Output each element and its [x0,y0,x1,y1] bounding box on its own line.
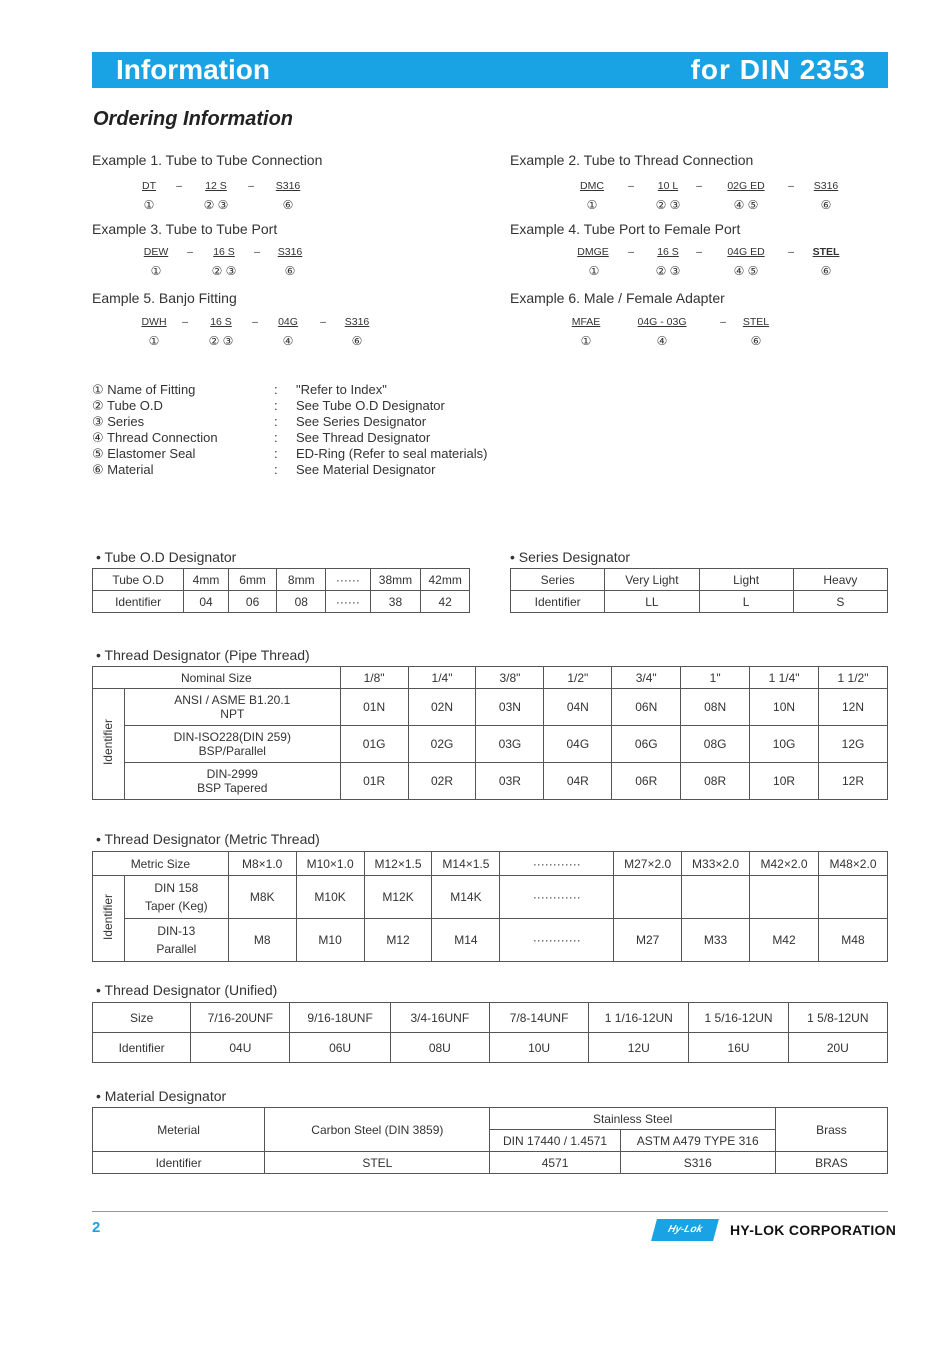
legend-colon: : [274,446,278,461]
example-1-code: 12 S [205,180,227,192]
cell: DIN-13 Parallel [124,919,228,962]
cell: M14 [432,919,500,962]
example-6-code: STEL [742,316,770,328]
example-2-code: – [788,180,794,192]
cell: S316 [620,1152,775,1174]
cell: 1 1/2" [819,667,888,689]
unified-thread-title: • Thread Designator (Unified) [96,982,278,998]
example-6-num: ① [580,334,592,348]
cell: 12N [819,689,888,726]
example-6-code: MFAE [571,316,601,328]
cell: 1" [681,667,750,689]
cell: Identifier [93,1033,191,1063]
example-4-code: DMGE [577,246,609,258]
cell: M8K [228,876,296,919]
cell: 4571 [490,1152,620,1174]
cell [818,876,887,919]
cell: 01R [340,763,408,800]
legend-value: ED-Ring (Refer to seal materials) [296,446,488,461]
cell: M27 [614,919,682,962]
cell: 12R [819,763,888,800]
cell: 02R [408,763,476,800]
legend-value: See Series Designator [296,414,427,429]
example-6-code: – [720,316,726,328]
cell: 9/16-18UNF [290,1003,390,1033]
cell: M10×1.0 [296,852,364,876]
example-2-code: – [696,180,702,192]
cell: 06G [612,726,681,763]
cell: Nominal Size [93,667,341,689]
example-1-num: ① [143,198,155,212]
example-1-code: – [176,180,182,192]
cell: 04R [544,763,612,800]
legend-key: ③ Series [92,414,145,429]
cell: M42×2.0 [750,852,819,876]
legend-key: ① Name of Fitting [92,382,196,397]
cell: 16U [689,1033,788,1063]
example-5-num: ② ③ [208,334,234,348]
example-5-code: 04G [278,316,298,328]
cell: ······ [326,591,371,613]
cell: Heavy [793,569,887,591]
example-3-title: Example 3. Tube to Tube Port [92,221,278,237]
material-table [92,1107,888,1174]
cell: ············ [500,876,614,919]
cell: 04U [191,1033,290,1063]
example-2-code: DMC [580,180,604,192]
identifier-label: Identifier [93,876,125,962]
example-2-num: ① [586,198,598,212]
cell: ······ [326,569,371,591]
cell: ············ [500,852,614,876]
cell: M42 [750,919,819,962]
section-title: Ordering Information [93,108,293,130]
cell: M10 [296,919,364,962]
legend-colon: : [274,414,278,429]
example-2-title: Example 2. Tube to Thread Connection [510,152,754,168]
example-3-code: – [254,246,260,258]
cell: DIN 158 Taper (Keg) [124,876,228,919]
cell: 6mm [228,569,277,591]
cell: 01N [340,689,408,726]
example-2-code: 10 L [657,180,679,192]
pipe-thread-table [92,666,888,800]
cell: 1 5/16-12UN [689,1003,788,1033]
cell: 02G [408,726,476,763]
series-title: • Series Designator [510,549,631,565]
hy-lok-logo: Hy-Lok [651,1219,719,1241]
example-3-num: ① [150,264,162,278]
cell: 12U [589,1033,689,1063]
cell: ············ [500,919,614,962]
example-5-num: ④ [282,334,294,348]
cell: Identifier [511,591,605,613]
pipe-thread-title: • Thread Designator (Pipe Thread) [96,647,310,663]
cell: Brass [775,1108,887,1152]
cell: 42 [421,591,470,613]
series-table [510,568,888,613]
metric-thread-table [92,851,888,962]
legend-colon: : [274,398,278,413]
legend-value: See Tube O.D Designator [296,398,445,413]
cell: 04 [184,591,229,613]
example-2-code: 02G ED [727,180,765,192]
legend-row [92,430,552,446]
cell: Identifier [93,1152,265,1174]
legend-value: See Thread Designator [296,430,431,445]
cell: 10U [489,1033,588,1063]
example-5-title: Eample 5. Banjo Fitting [92,290,237,306]
cell: 08U [390,1033,489,1063]
legend-key: ⑤ Elastomer Seal [92,446,196,461]
example-1-title: Example 1. Tube to Tube Connection [92,152,323,168]
example-1-num: ⑥ [282,198,294,212]
page-number: 2 [92,1219,101,1236]
example-5-code: S316 [344,316,370,328]
example-3-code: – [187,246,193,258]
cell: 3/4-16UNF [390,1003,489,1033]
legend-key: ② Tube O.D [92,398,163,413]
cell: STEL [265,1152,490,1174]
cell: Size [93,1003,191,1033]
example-6-title: Example 6. Male / Female Adapter [510,290,725,306]
cell: M48×2.0 [818,852,887,876]
tube-od-table [92,568,470,613]
cell: 08 [277,591,326,613]
cell: Carbon Steel (DIN 3859) [265,1108,490,1152]
example-4-code: STEL [812,246,840,258]
example-5-code: DWH [141,316,167,328]
example-3-num: ② ③ [211,264,237,278]
cell: 03G [476,726,544,763]
cell: 04G [544,726,612,763]
example-4-code: 04G ED [727,246,765,258]
legend-key: ⑥ Material [92,462,154,477]
example-5-num: ⑥ [351,334,363,348]
cell: Light [699,569,793,591]
cell: Tube O.D [93,569,184,591]
example-1-num: ② ③ [203,198,229,212]
cell: 42mm [421,569,470,591]
cell: Identifier [93,591,184,613]
cell: M8×1.0 [228,852,296,876]
cell: 04N [544,689,612,726]
cell: 06U [290,1033,390,1063]
cell: 38mm [370,569,421,591]
example-6-code: 04G - 03G [637,316,687,328]
legend-value: See Material Designator [296,462,436,477]
cell: BRAS [775,1152,887,1174]
legend-row [92,382,552,398]
cell: 06R [612,763,681,800]
cell [614,876,682,919]
cell: M8 [228,919,296,962]
cell: Metric Size [93,852,229,876]
cell: M33×2.0 [682,852,750,876]
cell: DIN-2999 BSP Tapered [124,763,340,800]
cell: Stainless Steel [490,1108,775,1130]
legend-row [92,414,552,430]
cell: LL [605,591,699,613]
company-name: HY-LOK CORPORATION [730,1222,897,1238]
cell: M10K [296,876,364,919]
legend-row [92,398,552,414]
cell: Meterial [93,1108,265,1152]
cell: 1/2" [544,667,612,689]
example-2-num: ② ③ [655,198,681,212]
header-title: Information [116,54,270,85]
cell: 06 [228,591,277,613]
example-3-code: 16 S [213,246,235,258]
cell [750,876,819,919]
example-1-code: DT [142,180,156,192]
cell: 02N [408,689,476,726]
example-4-code: 16 S [657,246,679,258]
cell: 03R [476,763,544,800]
cell: 08G [681,726,750,763]
cell: 03N [476,689,544,726]
cell: S [793,591,887,613]
metric-thread-title: • Thread Designator (Metric Thread) [96,831,320,847]
example-5-code: – [320,316,326,328]
legend-key: ④ Thread Connection [92,430,218,445]
cell: 1/4" [408,667,476,689]
cell: 1 1/16-12UN [589,1003,689,1033]
cell: 08R [681,763,750,800]
cell: DIN-ISO228(DIN 259) BSP/Parallel [124,726,340,763]
example-5-code: – [252,316,258,328]
cell: M14×1.5 [432,852,500,876]
tube-od-title: • Tube O.D Designator [96,549,237,565]
example-5-code: – [182,316,188,328]
example-3-code: S316 [277,246,303,258]
example-4-code: – [696,246,702,258]
cell: M14K [432,876,500,919]
footer-divider [92,1211,888,1212]
example-3-num: ⑥ [284,264,296,278]
example-4-num: ⑥ [820,264,832,278]
legend-colon: : [274,430,278,445]
cell: 7/8-14UNF [489,1003,588,1033]
example-2-code: – [628,180,634,192]
example-6-num: ⑥ [750,334,762,348]
cell: 10N [750,689,819,726]
identifier-label: Identifier [93,689,125,800]
cell: 10G [750,726,819,763]
example-4-code: – [788,246,794,258]
cell: M33 [682,919,750,962]
cell: 1 1/4" [750,667,819,689]
example-4-num: ④ ⑤ [733,264,759,278]
example-4-title: Example 4. Tube Port to Female Port [510,221,741,237]
legend-colon: : [274,382,278,397]
example-1-code: S316 [275,180,301,192]
legend-colon: : [274,462,278,477]
example-6-num: ④ [656,334,668,348]
example-4-code: – [628,246,634,258]
example-3-code: DEW [143,246,169,258]
code-legend [92,382,552,478]
legend-value: "Refer to Index" [296,382,387,397]
cell [682,876,750,919]
cell: 38 [370,591,421,613]
example-2-code: S316 [813,180,839,192]
cell: 7/16-20UNF [191,1003,290,1033]
cell: DIN 17440 / 1.4571 [490,1130,620,1152]
cell: ASTM A479 TYPE 316 [620,1130,775,1152]
cell: 12G [819,726,888,763]
cell: 8mm [277,569,326,591]
cell: M12×1.5 [364,852,432,876]
legend-row [92,446,552,462]
cell: 3/4" [612,667,681,689]
cell: 3/8" [476,667,544,689]
cell: 06N [612,689,681,726]
cell: M12 [364,919,432,962]
cell: M27×2.0 [614,852,682,876]
example-4-num: ② ③ [655,264,681,278]
header-standard: for DIN 2353 [690,54,866,85]
cell: 20U [788,1033,887,1063]
cell: M12K [364,876,432,919]
cell: 1 5/8-12UN [788,1003,887,1033]
header-bar [92,52,888,88]
example-2-num: ④ ⑤ [733,198,759,212]
unified-thread-table [92,1002,888,1063]
cell: M48 [818,919,887,962]
example-5-num: ① [148,334,160,348]
cell: ANSI / ASME B1.20.1 NPT [124,689,340,726]
example-1-code: – [248,180,254,192]
cell: Very Light [605,569,699,591]
cell: 4mm [184,569,229,591]
example-5-code: 16 S [210,316,232,328]
example-2-num: ⑥ [820,198,832,212]
cell: 1/8" [340,667,408,689]
cell: 01G [340,726,408,763]
cell: 10R [750,763,819,800]
material-title: • Material Designator [96,1088,227,1104]
cell: Series [511,569,605,591]
example-4-num: ① [588,264,600,278]
legend-row [92,462,552,478]
cell: L [699,591,793,613]
cell: 08N [681,689,750,726]
